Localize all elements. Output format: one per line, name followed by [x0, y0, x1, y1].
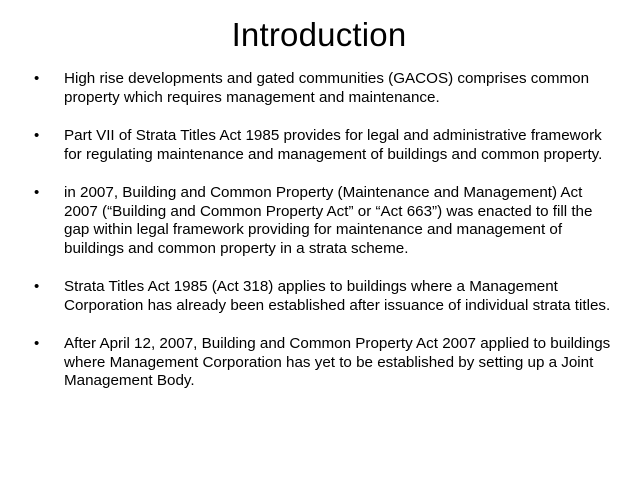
bullet-text: High rise developments and gated communities (GACOS) comprises common property which requires management and maintenance.: [64, 70, 590, 106]
bullet-text: in 2007, Building and Common Property (Maintenance and Management) Act 2007 (“Building and Common Property Act” or “Act 663”) was enacted to fill the gap within legal framework providing for maintenance and management of buildings and common property in a strata scheme.: [64, 184, 593, 257]
bullet-dot-icon: •: [34, 335, 40, 352]
bullet-dot-icon: •: [34, 278, 40, 295]
bullet-item-4: [34, 278, 614, 315]
bullet-item-2: [34, 127, 614, 164]
bullet-text: Part VII of Strata Titles Act 1985 provides for legal and administrative framework for regulating maintenance and management of buildings and common property.: [64, 127, 603, 163]
bullet-dot-icon: •: [34, 184, 40, 201]
bullet-dot-icon: •: [34, 70, 40, 87]
bullet-item-1: [34, 70, 614, 107]
bullet-list: [34, 70, 614, 411]
bullet-item-3: [34, 184, 614, 258]
bullet-text: Strata Titles Act 1985 (Act 318) applies to buildings where a Management Corporation has already been established after issuance of individual strata titles.: [64, 278, 611, 314]
slide-title: Introduction: [231, 16, 407, 53]
bullet-item-5: [34, 335, 614, 391]
bullet-text: After April 12, 2007, Building and Common Property Act 2007 applied to buildings where Management Corporation has yet to be established by setting up a Joint Management Body.: [64, 335, 611, 389]
bullet-dot-icon: •: [34, 127, 40, 144]
